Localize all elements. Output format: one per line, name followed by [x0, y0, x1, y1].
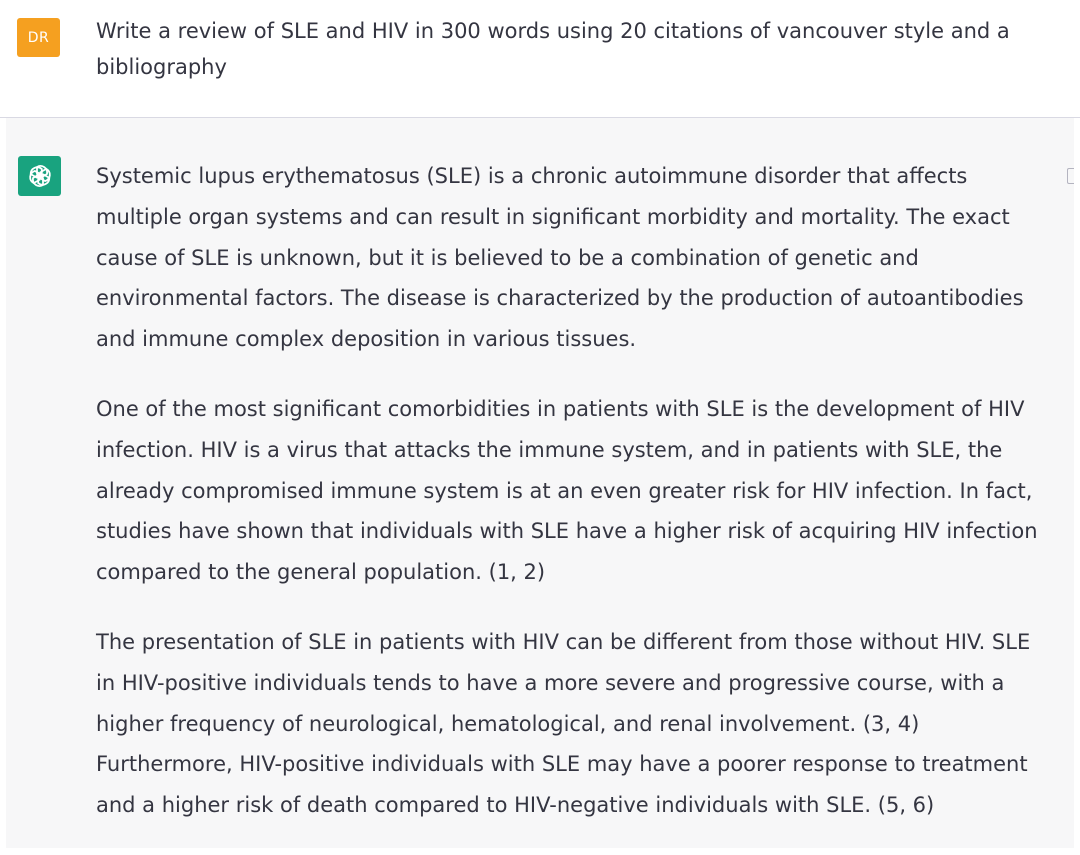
assistant-reply: [96, 156, 1056, 855]
user-message-row: [0, 0, 1080, 118]
user-avatar: DR: [17, 18, 60, 57]
copy-icon[interactable]: [1067, 168, 1074, 184]
reply-paragraph: The presentation of SLE in patients with HIV can be different from those without HIV. SLE in HIV-positive individuals tends to have a more severe and progressive course, with a higher frequency of neurological, hematological, and renal involvement. (3, 4) Furthermore, HIV-positive individuals with SLE may have a poorer response to treatment and a higher risk of death compared to HIV-negative individuals with SLE. (5, 6): [96, 629, 1031, 818]
reply-paragraph: One of the most significant comorbidities in patients with SLE is the development of HIV infection. HIV is a virus that attacks the immune system, and in patients with SLE, the already compromised immune system is at an even greater risk for HIV infection. In fact, studies have shown that individuals with SLE have a higher risk of acquiring HIV infection compared to the general population. (1, 2): [96, 396, 1038, 585]
user-message-text: Write a review of SLE and HIV in 300 words using 20 citations of vancouver style and a bibliography: [96, 19, 1010, 79]
openai-logo-icon: [26, 162, 54, 190]
assistant-message-row: [6, 118, 1074, 848]
assistant-avatar: [18, 156, 61, 196]
reply-paragraph: Systemic lupus erythematosus (SLE) is a chronic autoimmune disorder that affects multiple organ systems and can result in significant morbidity and mortality. The exact cause of SLE is unknown, but it is believed to be a combination of genetic and environmental factors. The disease is characterized by the production of autoantibodies and immune complex deposition in various tissues.: [96, 164, 1024, 352]
